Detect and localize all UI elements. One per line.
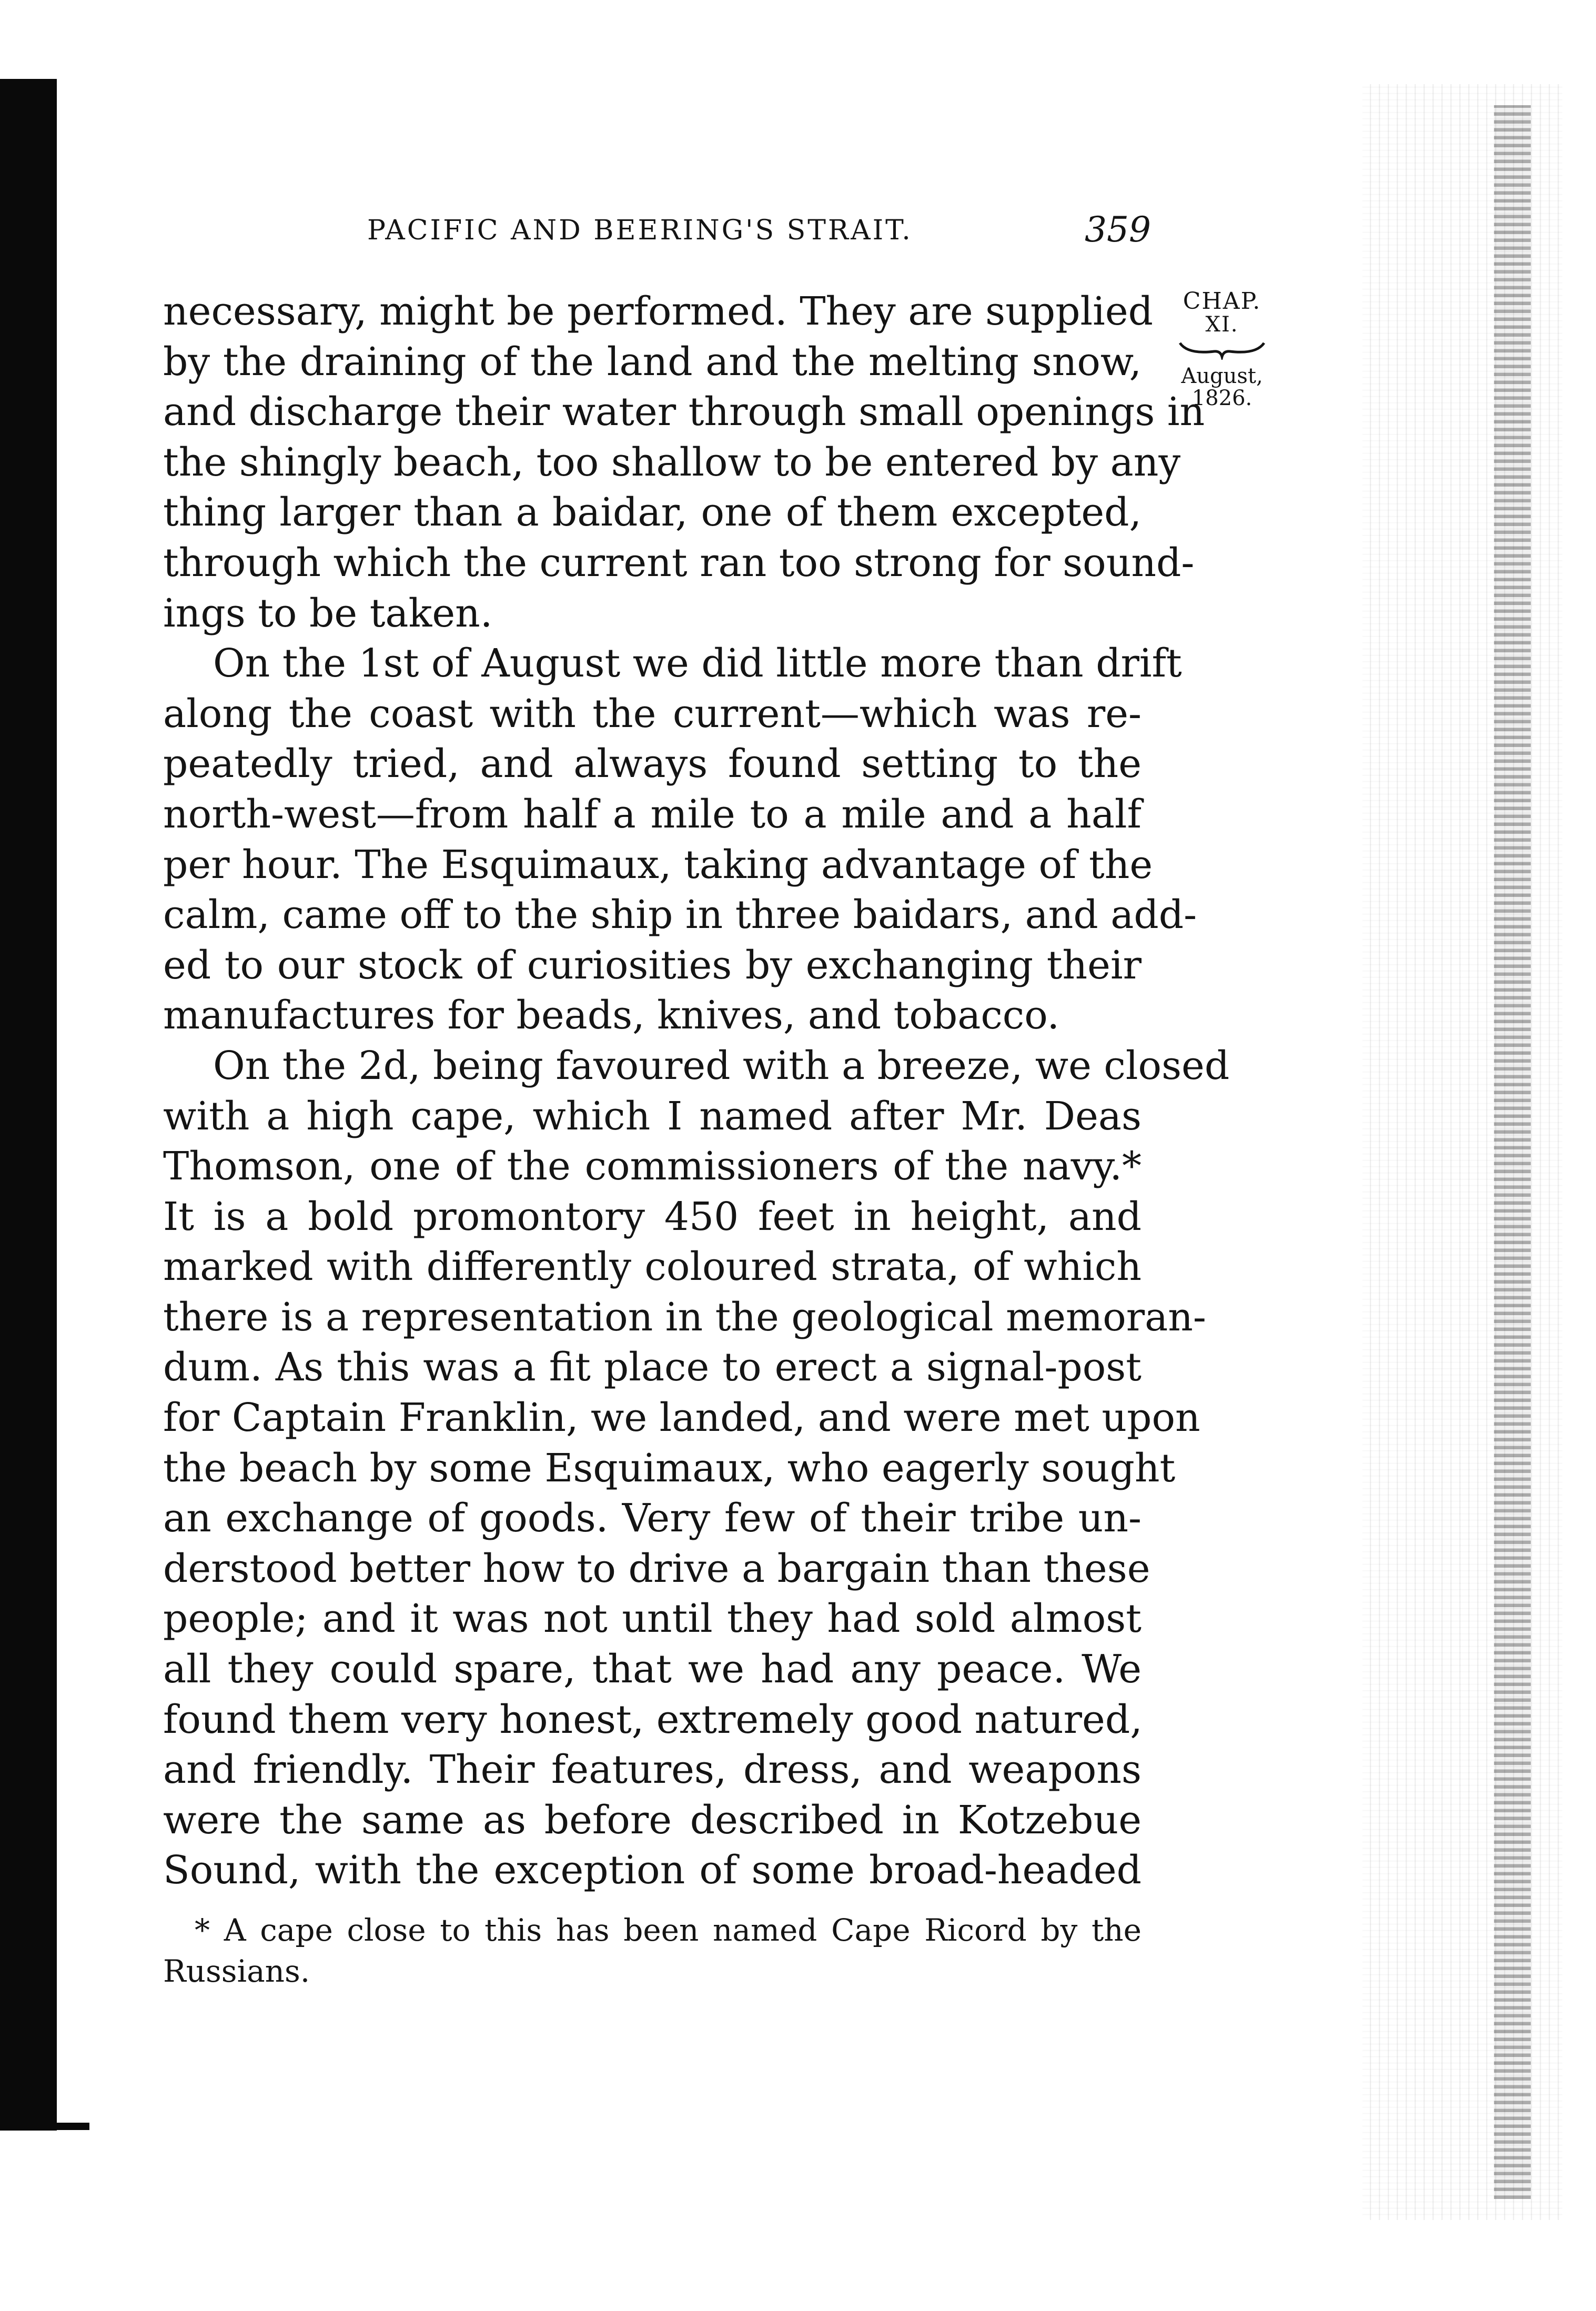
body-line: ings to be taken. [163, 590, 493, 636]
running-head-title: PACIFIC AND BEERING'S STRAIT. [367, 215, 913, 246]
brace-ornament-icon [1177, 339, 1267, 360]
margin-chapter-label: CHAP. [1183, 288, 1261, 315]
body-line: It is a bold promontory 450 feet in height, and [163, 1194, 1142, 1239]
body-line: marked with differently coloured strata, of which [163, 1244, 1142, 1290]
book-binding-foot [32, 2123, 89, 2130]
body-line: for Captain Franklin, we landed, and were met upon [163, 1395, 1200, 1441]
body-line: all they could spare, that we had any peace. We [163, 1647, 1142, 1692]
body-line: and friendly. Their features, dress, and weapons [163, 1747, 1142, 1793]
body-line: On the 2d, being favoured with a breeze, we closed [213, 1043, 1230, 1088]
body-line: found them very honest, extremely good natured, [163, 1697, 1143, 1742]
page-number: 359 [1085, 209, 1151, 250]
body-line: thing larger than a baidar, one of them excepted, [163, 490, 1142, 536]
footnote [163, 1910, 1142, 1992]
body-line: necessary, might be performed. They are supplied [163, 289, 1154, 334]
body-line: people; and it was not until they had sold almost [163, 1596, 1142, 1642]
margin-chapter-number: XI. [1205, 312, 1239, 337]
scanned-page-edge [1362, 84, 1562, 2220]
body-line: manufactures for beads, knives, and tobacco. [163, 993, 1060, 1038]
body-line: Thomson, one of the commissioners of the navy.* [163, 1144, 1142, 1189]
scanned-page-edge-dark [1494, 105, 1531, 2199]
body-line: peatedly tried, and always found setting to the [163, 741, 1142, 787]
body-line: north-west—from half a mile to a mile and a half [163, 791, 1142, 837]
body-line: through which the current ran too strong for sound- [163, 540, 1195, 586]
body-line: an exchange of goods. Very few of their tribe un- [163, 1496, 1142, 1541]
body-line: On the 1st of August we did little more than drift [213, 641, 1182, 687]
body-line: there is a representation in the geological memoran- [163, 1294, 1206, 1340]
body-line: per hour. The Esquimaux, taking advantage of the [163, 842, 1153, 887]
margin-year: 1826. [1191, 386, 1252, 411]
footnote-line: * A cape close to this has been named Cape Ricord by the [195, 1912, 1142, 1948]
body-line: and discharge their water through small openings in [163, 389, 1205, 435]
body-line: derstood better how to drive a bargain than these [163, 1546, 1150, 1591]
margin-month: August, [1181, 364, 1263, 389]
body-line: the shingly beach, too shallow to be entered by any [163, 439, 1181, 485]
body-line: ed to our stock of curiosities by exchanging their [163, 942, 1142, 988]
body-line: were the same as before described in Kotzebue [163, 1797, 1142, 1843]
body-line: with a high cape, which I named after Mr. Deas [163, 1093, 1142, 1139]
body-line: dum. As this was a fit place to erect a signal-post [163, 1345, 1142, 1390]
body-line: the beach by some Esquimaux, who eagerly sought [163, 1445, 1176, 1491]
book-binding-shadow [0, 79, 57, 2131]
body-line: calm, came off to the ship in three baidars, and add- [163, 892, 1197, 938]
footnote-line: Russians. [163, 1953, 310, 1989]
body-line: along the coast with the current—which was re- [163, 691, 1142, 736]
body-line: by the draining of the land and the melting snow, [163, 339, 1142, 385]
body-line: Sound, with the exception of some broad-headed [163, 1848, 1142, 1893]
